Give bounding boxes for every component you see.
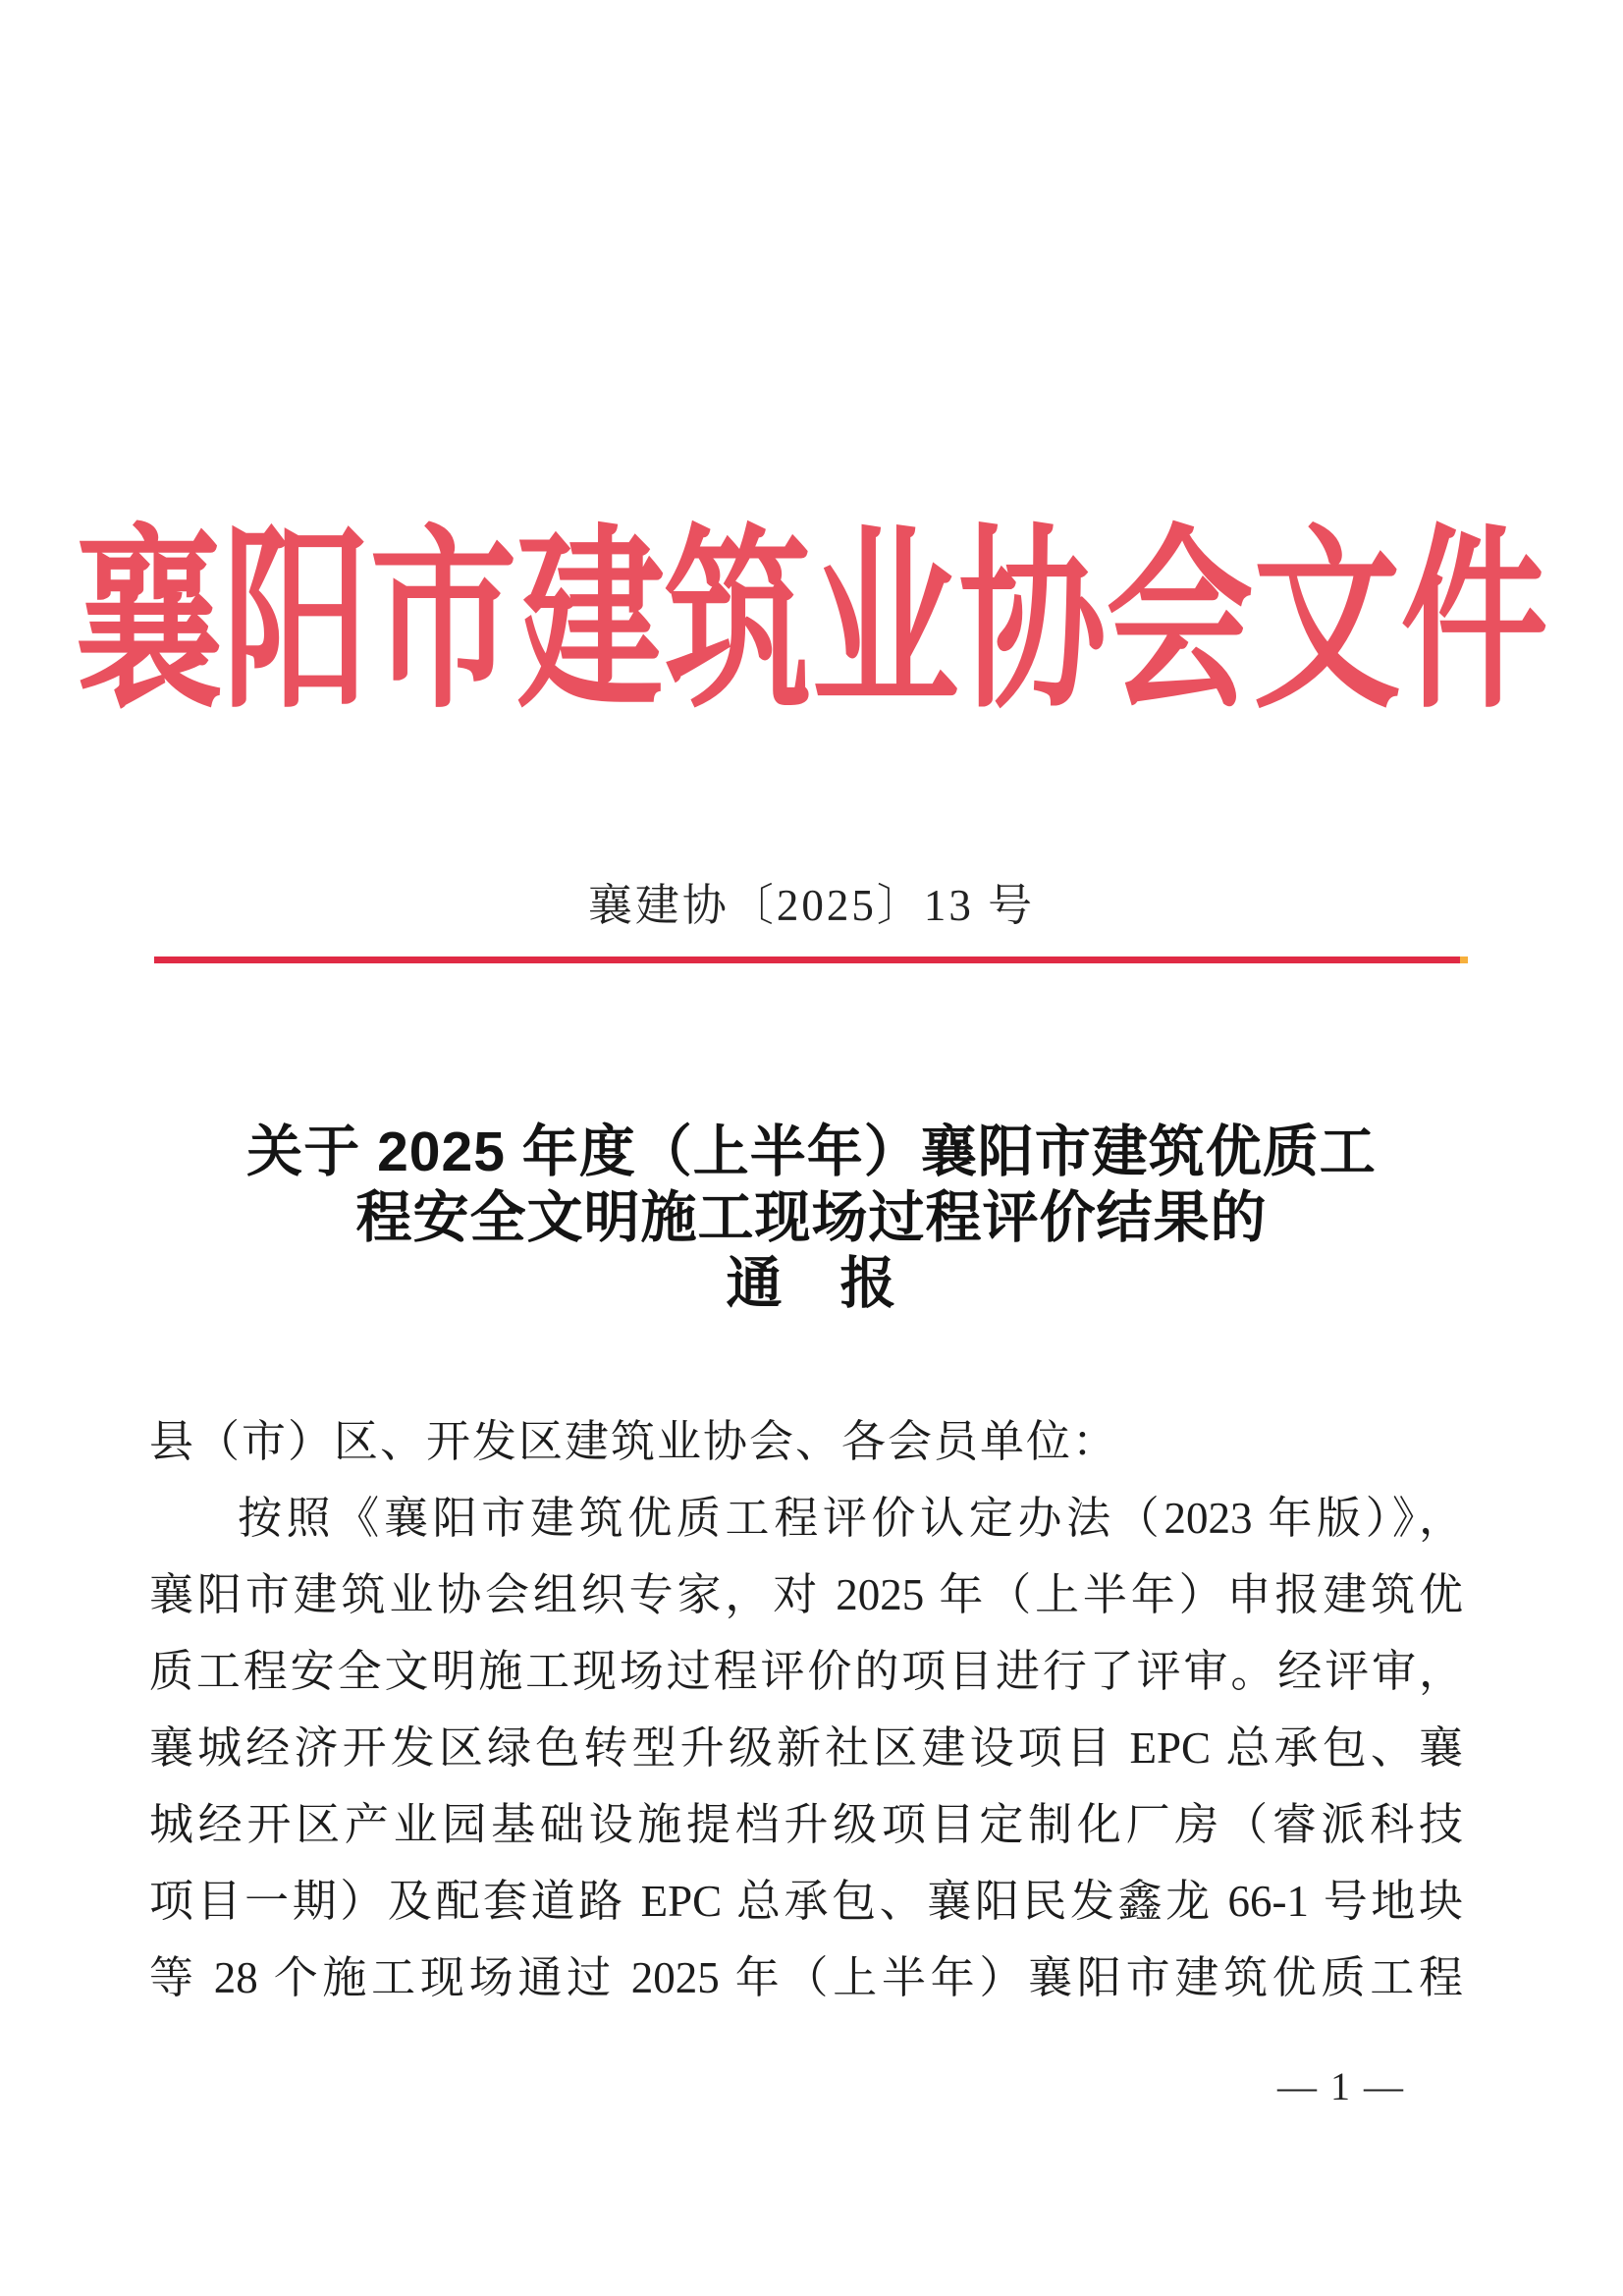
notice-title [0,1120,1623,1317]
body-line: 襄阳市建筑业协会组织专家，对 2025 年（上半年）申报建筑优 [149,1570,1463,1619]
page-number: — 1 — [1277,2064,1405,2108]
notice-title-line-2: 程安全文明施工现场过程评价结果的 [355,1186,1268,1249]
notice-title-line-3: 通 报 [726,1252,897,1315]
body-line: 城经开区产业园基础设施提档升级项目定制化厂房（睿派科技 [149,1800,1463,1849]
body-line: 襄城经济开发区绿色转型升级新社区建设项目 EPC 总承包、襄 [149,1723,1463,1773]
letterhead-title-text: 襄阳市建筑业协会文件 [75,515,1548,733]
body-line: 等 28 个施工现场通过 2025 年（上半年）襄阳市建筑优质工程 [149,1953,1463,2002]
notice-body [149,1403,1463,2016]
red-separator-line [154,957,1468,963]
body-line: 按照《襄阳市建筑优质工程评价认定办法（2023 年版）》， [238,1494,1463,1543]
document-number: 襄建协〔2025〕13 号 [587,881,1036,930]
separator-line-tip-artifact [1460,957,1468,963]
salutation-line: 县（市）区、开发区建筑业协会、各会员单位： [149,1417,1119,1466]
body-line: 项目一期）及配套道路 EPC 总承包、襄阳民发鑫龙 66-1 号地块 [149,1877,1463,1926]
letterhead-title [0,515,1623,733]
body-line: 质工程安全文明施工现场过程评价的项目进行了评审。经评审， [149,1647,1463,1696]
notice-title-line-1: 关于 2025 年度（上半年）襄阳市建筑优质工 [246,1121,1377,1183]
